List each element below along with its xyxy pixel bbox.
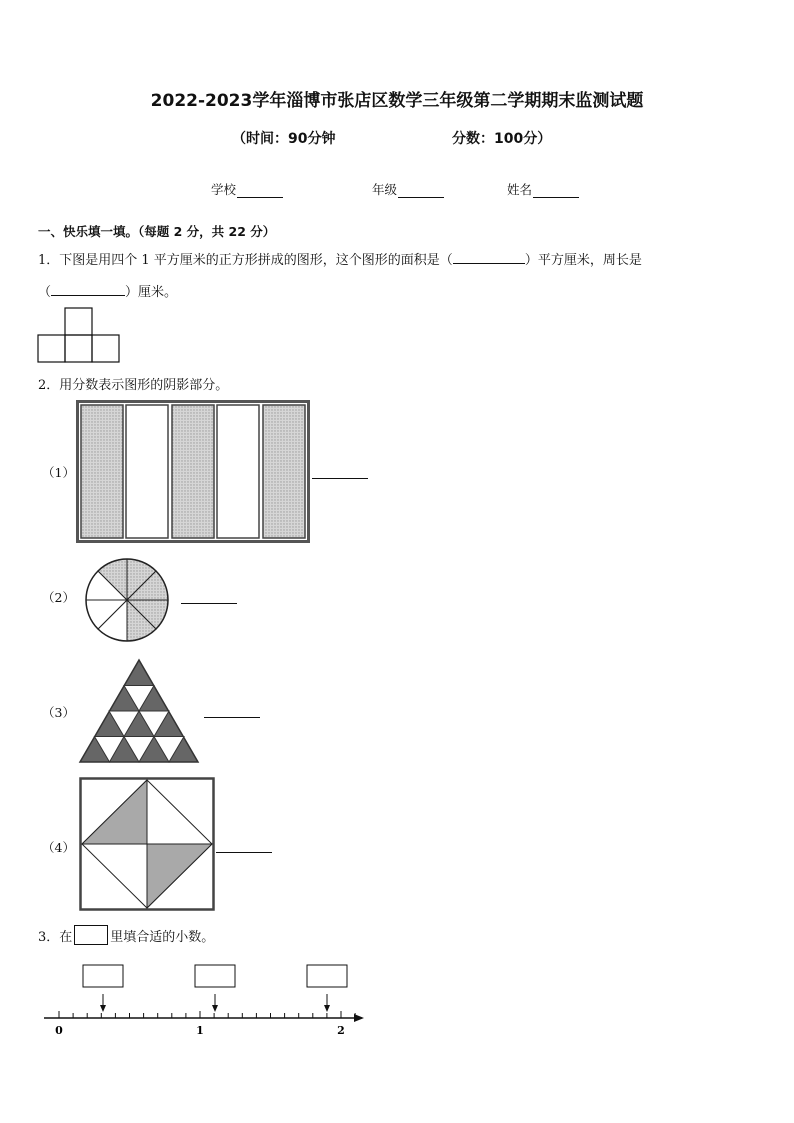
q3-answer-box-1[interactable] <box>83 965 123 987</box>
q1-squares-figure <box>37 307 121 363</box>
q2-figure-4-square <box>79 777 215 911</box>
q1-area-blank[interactable] <box>453 250 525 264</box>
q1-text-b: ）平方厘米，周长是 <box>524 253 642 268</box>
name-field[interactable] <box>507 180 579 198</box>
q2-answer-4-blank[interactable] <box>216 852 272 853</box>
q2-answer-2-blank[interactable] <box>181 603 237 604</box>
q1-perimeter-blank[interactable] <box>51 282 125 296</box>
school-label: 学校 <box>211 182 237 197</box>
q3-example-box <box>74 925 108 945</box>
q2-sub-label-4: （4） <box>42 840 75 855</box>
school-blank[interactable] <box>237 183 283 198</box>
q1-text-a: 1．下图是用四个 1 平方厘米的正方形拼成的图形，这个图形的面积是（ <box>38 253 453 268</box>
axis-label-1: 1 <box>196 1024 204 1037</box>
q2-answer-1-blank[interactable] <box>312 478 368 479</box>
name-label: 姓名 <box>507 182 533 197</box>
axis-label-2: 2 <box>337 1024 345 1037</box>
page-title: 2022-2023学年淄博市张店区数学三年级第二学期期末监测试题 <box>150 91 644 111</box>
q3-answer-box-3[interactable] <box>307 965 347 987</box>
number-line-arrowhead <box>354 1014 364 1022</box>
section-heading: 一、快乐填一填。（每题 2 分，共 22 分） <box>38 224 276 239</box>
grade-label: 年级 <box>372 182 398 197</box>
question-1-line-2 <box>38 281 177 300</box>
grade-field[interactable] <box>372 180 444 198</box>
q2-figure-3-triangle <box>78 658 200 764</box>
axis-label-0: 0 <box>55 1024 63 1037</box>
q2-figure-1-strips <box>76 400 310 543</box>
q2-sub-label-1: （1） <box>42 465 75 480</box>
q3-text-b: 里填合适的小数。 <box>110 929 215 945</box>
exam-score: 分数：100分） <box>452 131 552 147</box>
q3-text-a: 3．在 <box>38 929 73 945</box>
q2-sub-label-3: （3） <box>42 705 75 720</box>
grade-blank[interactable] <box>398 183 444 198</box>
q3-answer-box-2[interactable] <box>195 965 235 987</box>
name-blank[interactable] <box>533 183 579 198</box>
q1-text-c: （ <box>38 285 52 300</box>
question-2-text: 2．用分数表示图形的阴影部分。 <box>38 378 229 393</box>
number-line-ticks <box>59 1011 355 1018</box>
question-1-line-1 <box>38 249 642 268</box>
q1-text-d: ）厘米。 <box>125 285 178 300</box>
q2-figure-2-circle <box>84 557 170 643</box>
school-field[interactable] <box>211 180 283 198</box>
exam-time: （时间：90分钟 <box>232 131 336 147</box>
question-3-text <box>38 925 214 945</box>
q2-sub-label-2: （2） <box>42 590 75 605</box>
q3-number-line <box>40 960 370 1040</box>
q2-answer-3-blank[interactable] <box>204 717 260 718</box>
